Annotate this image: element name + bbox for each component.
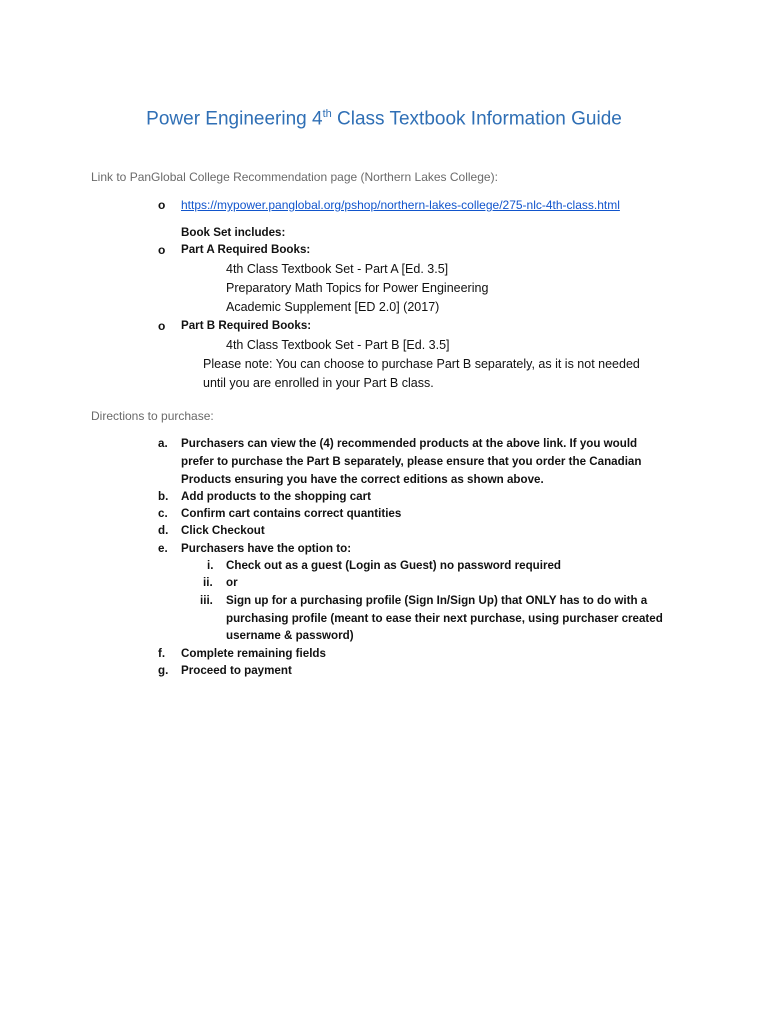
step-marker: e. [158,542,168,555]
step-text: prefer to purchase the Part B separately, please ensure that you order the Canadian [181,455,642,468]
option-text: or [226,576,238,589]
directions-heading: Directions to purchase: [91,409,214,423]
option-text: Check out as a guest (Login as Guest) no password required [226,559,561,572]
link-section-heading: Link to PanGlobal College Recommendation page (Northern Lakes College): [91,170,498,184]
part-a-book: Preparatory Math Topics for Power Engineering [226,281,489,295]
part-a-book: 4th Class Textbook Set - Part A [Ed. 3.5] [226,262,449,276]
part-b-note: Please note: You can choose to purchase Part B separately, as it is not needed [203,357,640,371]
part-a-label: Part A Required Books: [181,243,311,256]
bullet-marker: o [158,243,166,257]
part-b-label: Part B Required Books: [181,319,312,332]
step-text: Purchasers can view the (4) recommended products at the above link. If you would [181,437,638,450]
step-text: Click Checkout [181,524,265,537]
option-text: purchasing profile (meant to ease their next purchase, using purchaser created [226,612,663,625]
step-text: Proceed to payment [181,664,292,677]
part-a-book: Academic Supplement [ED 2.0] (2017) [226,300,440,314]
step-marker: a. [158,437,168,450]
option-marker: iii. [200,594,213,607]
product-page-link[interactable]: https://mypower.panglobal.org/pshop/northern-lakes-college/275-nlc-4th-class.html [181,198,620,212]
step-text: Purchasers have the option to: [181,542,352,555]
option-marker: i. [207,559,214,572]
step-marker: c. [158,507,168,520]
step-text: Complete remaining fields [181,647,326,660]
page-title: Power Engineering 4th Class Textbook Information Guide [146,108,622,130]
step-marker: d. [158,524,169,537]
part-b-book: 4th Class Textbook Set - Part B [Ed. 3.5] [226,338,450,352]
option-text: username & password) [226,629,354,642]
option-marker: ii. [203,576,213,589]
bullet-marker: o [158,319,166,333]
step-text: Products ensuring you have the correct editions as shown above. [181,473,544,486]
step-text: Add products to the shopping cart [181,490,372,503]
option-text: Sign up for a purchasing profile (Sign In/Sign Up) that ONLY has to do with a [226,594,648,607]
bullet-marker: o [158,198,166,212]
step-marker: f. [158,647,166,660]
step-marker: g. [158,664,169,677]
book-set-includes-label: Book Set includes: [181,226,286,239]
step-marker: b. [158,490,169,503]
step-text: Confirm cart contains correct quantities [181,507,402,520]
part-b-note: until you are enrolled in your Part B class. [203,376,434,390]
